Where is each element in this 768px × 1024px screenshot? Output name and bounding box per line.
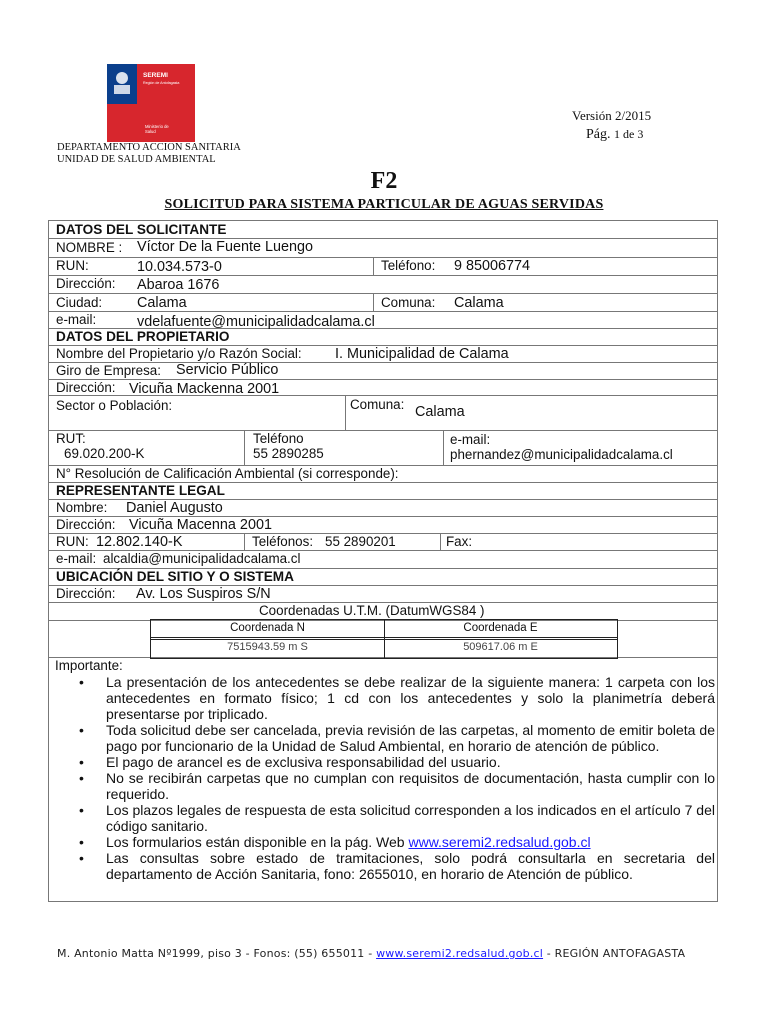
representante-email-field[interactable]: alcaldia@municipalidadcalama.cl — [103, 551, 301, 566]
important-notes — [55, 658, 715, 882]
solicitante-email-label: e-mail: — [56, 312, 97, 327]
solicitante-email-field[interactable]: vdelafuente@municipalidadcalama.cl — [137, 314, 375, 330]
propietario-rut-field[interactable]: 69.020.200-K — [64, 446, 145, 461]
logo-text-region: Región de Antofagasta — [143, 81, 180, 85]
solicitante-telefono-field[interactable]: 9 85006774 — [454, 258, 531, 274]
propietario-comuna-label: Comuna: — [350, 397, 405, 412]
version-label: Versión 2/2015 — [572, 108, 652, 123]
propietario-rut-label: RUT: — [56, 431, 86, 446]
representante-run-label: RUN: — [56, 534, 89, 549]
solicitante-direccion-field[interactable]: Abaroa 1676 — [137, 277, 220, 293]
ubicacion-direccion-label: Dirección: — [56, 586, 116, 601]
representante-telefonos-field[interactable]: 55 2890201 — [325, 534, 396, 549]
representante-nombre-field[interactable]: Daniel Augusto — [126, 500, 223, 516]
solicitante-ciudad-label: Ciudad: — [56, 295, 103, 310]
representante-direccion-field[interactable]: Vicuña Macenna 2001 — [129, 517, 272, 533]
coord-e-value[interactable]: 509617.06 m E — [463, 641, 538, 653]
propietario-giro-field[interactable]: Servicio Público — [176, 362, 279, 378]
ministry-emblem-icon — [107, 64, 195, 142]
propietario-direccion-label: Dirección: — [56, 380, 116, 395]
propietario-heading: DATOS DEL PROPIETARIO — [56, 329, 230, 344]
propietario-nombre-label: Nombre del Propietario y/o Razón Social: — [56, 346, 302, 361]
page-indicator — [586, 127, 643, 143]
representante-email-label: e-mail: — [56, 551, 97, 566]
propietario-telefono-field[interactable]: 55 2890285 — [253, 446, 324, 461]
list-item: • La presentación de los antecedentes se debe realizar de la siguiente manera: 1 carpeta con los antecedentes en formato físico; 1 cd con los antecedentes y solo la planimetría deberá presentarse por triplicado. — [106, 674, 715, 722]
ubicacion-heading: UBICACIÓN DEL SITIO Y O SISTEMA — [56, 569, 294, 584]
footer-web-link[interactable]: www.seremi2.redsalud.gob.cl — [376, 947, 544, 960]
coord-e-header: Coordenada E — [463, 622, 538, 634]
department-heading — [57, 142, 241, 166]
coordinates-table — [150, 619, 618, 659]
important-heading: Importante: — [55, 658, 123, 673]
representante-fax-label: Fax: — [446, 534, 473, 549]
coord-n-header: Coordenada N — [230, 622, 305, 634]
seremi-logo — [107, 64, 195, 142]
propietario-email-field[interactable]: phernandez@municipalidadcalama.cl — [450, 447, 673, 462]
unit-line: UNIDAD DE SALUD AMBIENTAL — [57, 154, 216, 165]
propietario-nombre-field[interactable]: I. Municipalidad de Calama — [335, 346, 509, 362]
propietario-email-label: e-mail: — [450, 432, 491, 447]
list-item: • Los plazos legales de respuesta de esta solicitud corresponden a los indicados en el artículo 7 del código sanitario. — [106, 802, 715, 834]
propietario-giro-label: Giro de Empresa: — [56, 363, 161, 378]
page-label: Pág. — [586, 127, 611, 142]
coord-n-value[interactable]: 7515943.59 m S — [227, 641, 308, 653]
propietario-telefono-label: Teléfono — [253, 431, 304, 446]
coordinates-title: Coordenadas U.T.M. (DatumWGS84 ) — [259, 603, 485, 618]
representante-run-field[interactable]: 12.802.140-K — [96, 534, 183, 550]
representante-telefonos-label: Teléfonos: — [252, 534, 314, 549]
list-item-web — [106, 834, 715, 850]
solicitante-comuna-field[interactable]: Calama — [454, 295, 504, 311]
propietario-resolucion-label: N° Resolución de Calificación Ambiental (si corresponde): — [56, 466, 399, 481]
solicitante-telefono-label: Teléfono: — [381, 258, 436, 273]
representante-nombre-label: Nombre: — [56, 500, 108, 515]
representante-direccion-label: Dirección: — [56, 517, 116, 532]
logo-text-salud: Salud — [145, 129, 156, 134]
solicitante-run-field[interactable]: 10.034.573-0 — [137, 259, 222, 275]
propietario-sector-label: Sector o Población: — [56, 398, 173, 413]
solicitante-nombre-label: NOMBRE : — [56, 240, 123, 255]
propietario-comuna-field[interactable]: Calama — [415, 404, 465, 420]
solicitante-run-label: RUN: — [56, 258, 89, 273]
list-item: • El pago de arancel es de exclusiva responsabilidad del usuario. — [106, 754, 715, 770]
form-title: SOLICITUD PARA SISTEMA PARTICULAR DE AGUAS SERVIDAS — [164, 197, 604, 212]
web-item-text: Los formularios están disponible en la pág. Web — [106, 834, 405, 850]
representante-heading: REPRESENTANTE LEGAL — [56, 483, 225, 498]
footer-region: - REGIÓN ANTOFAGASTA — [543, 947, 686, 960]
list-item: • No se recibirán carpetas que no cumplan con requisitos de documentación, hasta cumplir con lo requerido. — [106, 770, 715, 802]
department-line: DEPARTAMENTO ACCION SANITARIA — [57, 142, 241, 153]
application-form — [48, 220, 718, 902]
list-item: • Toda solicitud debe ser cancelada, previa revisión de las carpetas, al momento de emitir boleta de pago por funcionario de la Unidad de Salud Ambiental, en horario de atención de público. — [106, 722, 715, 754]
solicitante-ciudad-field[interactable]: Calama — [137, 295, 187, 311]
logo-text-seremi: SEREMI — [143, 72, 168, 79]
page-number: 1 de 3 — [614, 127, 644, 141]
solicitante-comuna-label: Comuna: — [381, 295, 436, 310]
ubicacion-direccion-field[interactable]: Av. Los Suspiros S/N — [136, 586, 271, 602]
logo-text-ministerio: Ministerio de — [145, 124, 169, 129]
solicitante-direccion-label: Dirección: — [56, 276, 116, 291]
solicitante-nombre-field[interactable]: Víctor De la Fuente Luengo — [137, 239, 313, 255]
footer-address: M. Antonio Matta Nº1999, piso 3 - Fonos: (55) 655011 - — [57, 947, 377, 960]
solicitante-heading: DATOS DEL SOLICITANTE — [56, 222, 227, 237]
important-list — [55, 674, 715, 882]
list-item: • Las consultas sobre estado de tramitaciones, solo podrá consultarla en secretaria del departamento de Acción Sanitaria, fono: 2655010, en horario de Atención de público. — [106, 850, 715, 882]
seremi-web-link[interactable]: www.seremi2.redsalud.gob.cl — [408, 834, 591, 850]
propietario-direccion-field[interactable]: Vicuña Mackenna 2001 — [129, 381, 280, 397]
footer — [57, 947, 685, 960]
form-code: F2 — [370, 168, 398, 194]
